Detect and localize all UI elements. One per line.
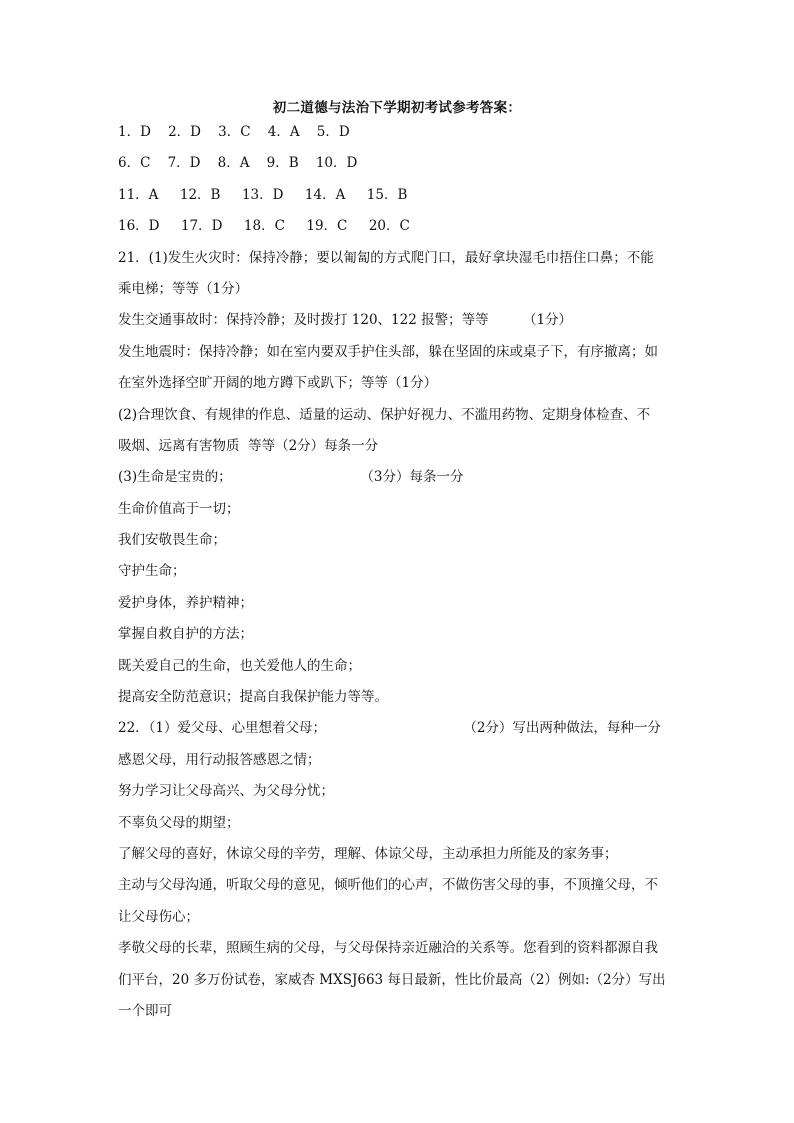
answer-line: 既关爱自己的生命，也关爱他人的生命； (118, 657, 361, 674)
document-title: 初二道德与法治下学期初考试参考答案： (272, 100, 522, 116)
answer-line: (2)合理饮食、有规律的作息、适量的运动、保护好视力、不滥用药物、定期身体检查、不 (118, 406, 651, 423)
answer-line: 在室外选择空旷开阔的地方蹲下或趴下；等等（1分） (118, 375, 438, 392)
answer-line: 掌握自救自护的方法； (118, 626, 253, 643)
answer-body (118, 122, 678, 1032)
answer-line: 一个即可 (118, 1002, 172, 1019)
answer-line: 爱护身体，养护精神； (118, 594, 253, 611)
answer-line: 感恩父母，用行动报答感恩之情； (118, 751, 321, 768)
answer-line: 不辜负父母的期望； (118, 814, 240, 831)
answer-line: 16．D 17．D 18．C 19．C 20．C (118, 218, 410, 235)
answer-line: 22．（1）爱父母、心里想着父母； （2分）写出两种做法，每种一分 (118, 720, 661, 737)
answer-line: 提高安全防范意识；提高自我保护能力等等。 (118, 689, 388, 706)
answer-line: 主动与父母沟通，听取父母的意见，倾听他们的心声，不做伤害父母的事，不顶撞父母，不 (118, 877, 658, 894)
answer-line: 发生地震时：保持冷静；如在室内要双手护住头部，躲在坚固的床或桌子下，有序撤离；如 (118, 343, 658, 360)
answer-line: 守护生命； (118, 563, 186, 580)
answer-line: 21．(1)发生火灾时：保持冷静；要以匍匐的方式爬门口，最好拿块湿毛巾捂住口鼻；不能 (118, 249, 654, 266)
answer-line: 生命价值高于一切； (118, 500, 240, 517)
answer-line: (3)生命是宝贵的； （3分）每条一分 (118, 469, 464, 486)
answer-line: 乘电梯；等等（1分） (118, 280, 249, 297)
answer-line: 发生交通事故时：保持冷静；及时拨打 120、122 报警；等等 （1分） (118, 312, 573, 329)
answer-line: 们平台，20 多万份试卷，家威杏 MXSJ663 每日最新，性比价最高（2）例如:（2分）写出 (118, 971, 666, 988)
answer-line: 努力学习让父母高兴、为父母分忧； (118, 783, 334, 800)
answer-line: 让父母伤心； (118, 908, 199, 925)
answer-line: 1．D 2．D 3．C 4．A 5．D (118, 124, 350, 140)
answer-line: 6．C 7．D 8．A 9．B 10．D (118, 155, 358, 172)
answer-line: 了解父母的喜好，休谅父母的辛劳，理解、体谅父母，主动承担力所能及的家务事； (118, 845, 618, 862)
answer-line: 吸烟、远离有害物质 等等（2分）每条一分 (118, 437, 379, 454)
answer-line: 孝敬父母的长辈，照顾生病的父母，与父母保持亲近融洽的关系等。您看到的资料都源自我 (118, 940, 658, 957)
answer-line: 我们安敬畏生命； (118, 532, 226, 549)
answer-line: 11．A 12．B 13．D 14．A 15．B (118, 186, 408, 203)
